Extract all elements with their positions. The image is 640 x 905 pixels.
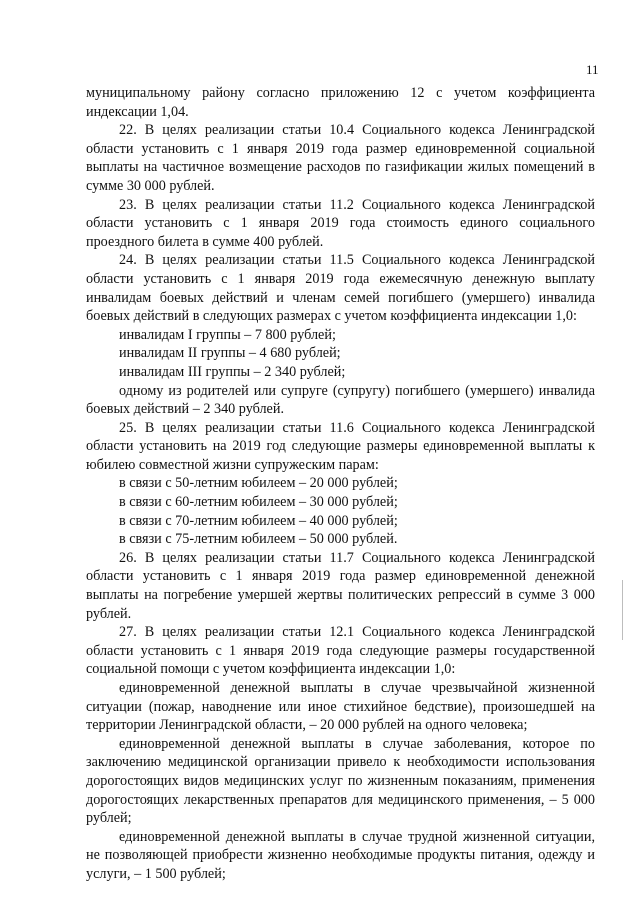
list-item: одному из родителей или супруге (супругу) погибшего (умершего) инвалида боевых действий – 2 340 рублей. [86, 382, 595, 418]
paragraph-23: 23. В целях реализации статьи 11.2 Социального кодекса Ленинградской области установить с 1 января 2019 года стоимость единого социального проездного билета в сумме 400 рублей. [86, 196, 595, 250]
list-item: инвалидам III группы – 2 340 рублей; [119, 363, 346, 380]
paragraph-24: 24. В целях реализации статьи 11.5 Социального кодекса Ленинградской области установить с 1 января 2019 года ежемесячную денежную выплату инвалидам боевых действий и членам семей погибшего (умершего) инвалида боевых действий в следующих размерах с учетом коэффициента индексации 1,0: [86, 252, 595, 325]
scan-edge-mark [622, 580, 623, 640]
list-item: в связи с 50-летним юбилеем – 20 000 рублей; [119, 475, 398, 492]
list-item: в связи с 75-летним юбилеем – 50 000 рублей. [119, 531, 398, 548]
paragraph-27: 27. В целях реализации статьи 12.1 Социального кодекса Ленинградской области установить с 1 января 2019 года следующие размеры государственной социальной помощи с учетом коэффициента индексации 1,0: [86, 624, 595, 678]
list-item: инвалидам I группы – 7 800 рублей; [119, 326, 336, 343]
document-body [86, 84, 595, 884]
list-item: в связи с 70-летним юбилеем – 40 000 рублей; [119, 512, 398, 529]
list-item: инвалидам II группы – 4 680 рублей; [119, 345, 341, 362]
paragraph-26: 26. В целях реализации статьи 11.7 Социального кодекса Ленинградской области установить с 1 января 2019 года размер единовременной денежной выплаты на погребение умершей жертвы политических репрессий в сумме 3 000 рублей. [86, 549, 595, 622]
paragraph-22: 22. В целях реализации статьи 10.4 Социального кодекса Ленинградской области установить с 1 января 2019 года размер единовременной социальной выплаты на частичное возмещение расходов по газификации жилых помещений в сумме 30 000 рублей. [86, 122, 595, 194]
list-item: единовременной денежной выплаты в случае чрезвычайной жизненной ситуации (пожар, наводнение или иное стихийное бедствие), произошедшей на территории Ленинградской области, – 20 000 рублей на одного человека; [86, 680, 595, 734]
paragraph-continuation: муниципальному району согласно приложению 12 с учетом коэффициента индексации 1,04. [86, 85, 595, 120]
list-item: единовременной денежной выплаты в случае трудной жизненной ситуации, не позволяющей приобрести жизненно необходимые продукты питания, одежду и услуги, – 1 500 рублей; [86, 828, 595, 882]
page-number: 11 [586, 62, 599, 77]
list-item: единовременной денежной выплаты в случае заболевания, которое по заключению медицинской организации привело к необходимости использования дорогостоящих видов медицинских услуг по жизненным показаниям, применения дорогостоящих лекарственных препаратов для медицинского применения, – 5 000 рублей; [86, 735, 595, 827]
list-item: в связи с 60-летним юбилеем – 30 000 рублей; [119, 494, 398, 511]
paragraph-25: 25. В целях реализации статьи 11.6 Социального кодекса Ленинградской области установить на 2019 год следующие размеры единовременной выплаты к юбилею совместной жизни супружеским парам: [86, 419, 595, 473]
